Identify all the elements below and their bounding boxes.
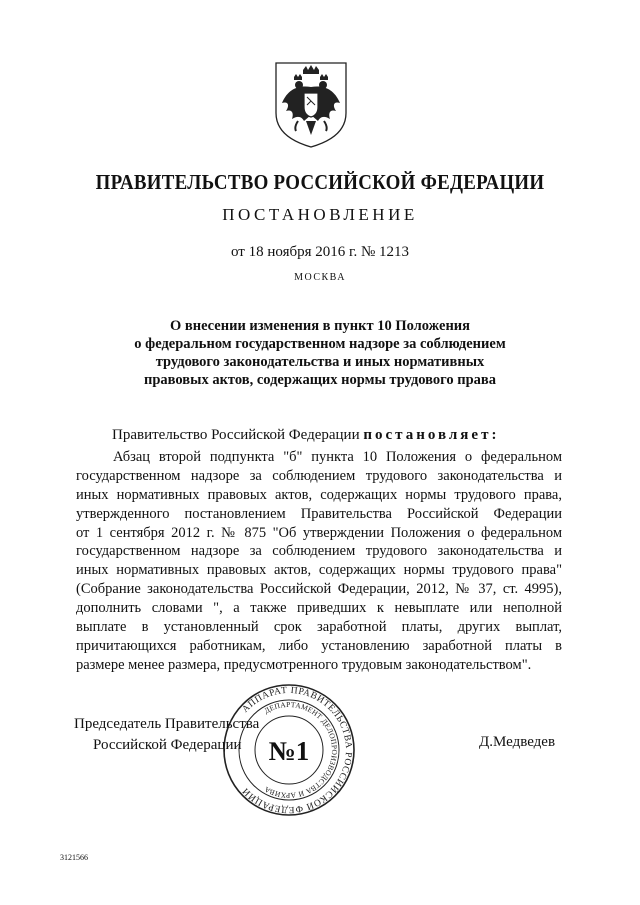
position-line: Председатель Правительства <box>74 716 260 732</box>
body-line: (Собрание законодательства Российской Федерации, 2012, № 37, ст. 4995), <box>76 581 562 598</box>
body-line: размере менее размера, предусмотренного трудовым законодательством". <box>76 656 532 673</box>
body-line: иных нормативных правовых актов, содержащих нормы трудового права" <box>76 562 562 579</box>
coat-of-arms-emblem <box>268 55 354 151</box>
seal-inner-text: ДЕПАРТАМЕНТ ДЕЛОПРОИЗВОДСТВА И АРХИВА <box>262 699 340 801</box>
seal-outer-text: АППАРАТ ПРАВИТЕЛЬСТВА РОССИЙСКОЙ ФЕДЕРАЦИИ <box>240 685 354 815</box>
signatory-name: Д.Медведев <box>479 734 556 750</box>
preamble-resolves: постановляет: <box>363 427 500 443</box>
subject-line: О внесении изменения в пункт 10 Положения <box>169 318 470 334</box>
preamble <box>112 427 499 444</box>
subject-line: правовых актов, содержащих нормы трудового права <box>144 372 496 388</box>
seal-number: №1 <box>268 736 310 766</box>
city: МОСКВА <box>294 272 346 283</box>
position-line: Российской Федерации <box>93 737 242 753</box>
body-paragraph <box>76 448 562 675</box>
body-line: причитающихся работникам, либо установлению заработной платы в <box>76 637 562 654</box>
body-line: от 1 сентября 2012 г. № 875 "Об утверждении Положения о федеральном <box>76 524 562 541</box>
government-title: ПРАВИТЕЛЬСТВО РОССИЙСКОЙ ФЕДЕРАЦИИ <box>95 170 545 194</box>
document-number: 3121566 <box>60 853 88 862</box>
body-line: дополнить словами ", а также приведших к невыплате или неполной <box>76 600 562 617</box>
body-line: государственном надзоре за соблюдением трудового законодательства и <box>76 467 562 484</box>
subject-line: о федеральном государственном надзоре за соблюдением <box>134 336 506 352</box>
document-subject <box>100 317 540 389</box>
official-seal <box>222 683 356 817</box>
body-line: выплате в установленный срок заработной платы, других выплат, <box>76 619 562 636</box>
subject-line: трудового законодательства и иных нормативных <box>155 354 485 370</box>
body-line: государственном надзоре за соблюдением трудового законодательства и <box>76 543 562 560</box>
preamble-text: Правительство Российской Федерации <box>112 427 364 443</box>
body-line: иных нормативных правовых актов, содержащих нормы трудового права, <box>76 486 562 503</box>
document-type: ПОСТАНОВЛЕНИЕ <box>222 205 418 224</box>
body-line: утвержденного постановлением Правительства Российской Федерации <box>76 505 562 522</box>
body-line: Абзац второй подпункта "б" пункта 10 Положения о федеральном <box>113 449 562 465</box>
date-and-number: от 18 ноября 2016 г. № 1213 <box>230 244 410 260</box>
